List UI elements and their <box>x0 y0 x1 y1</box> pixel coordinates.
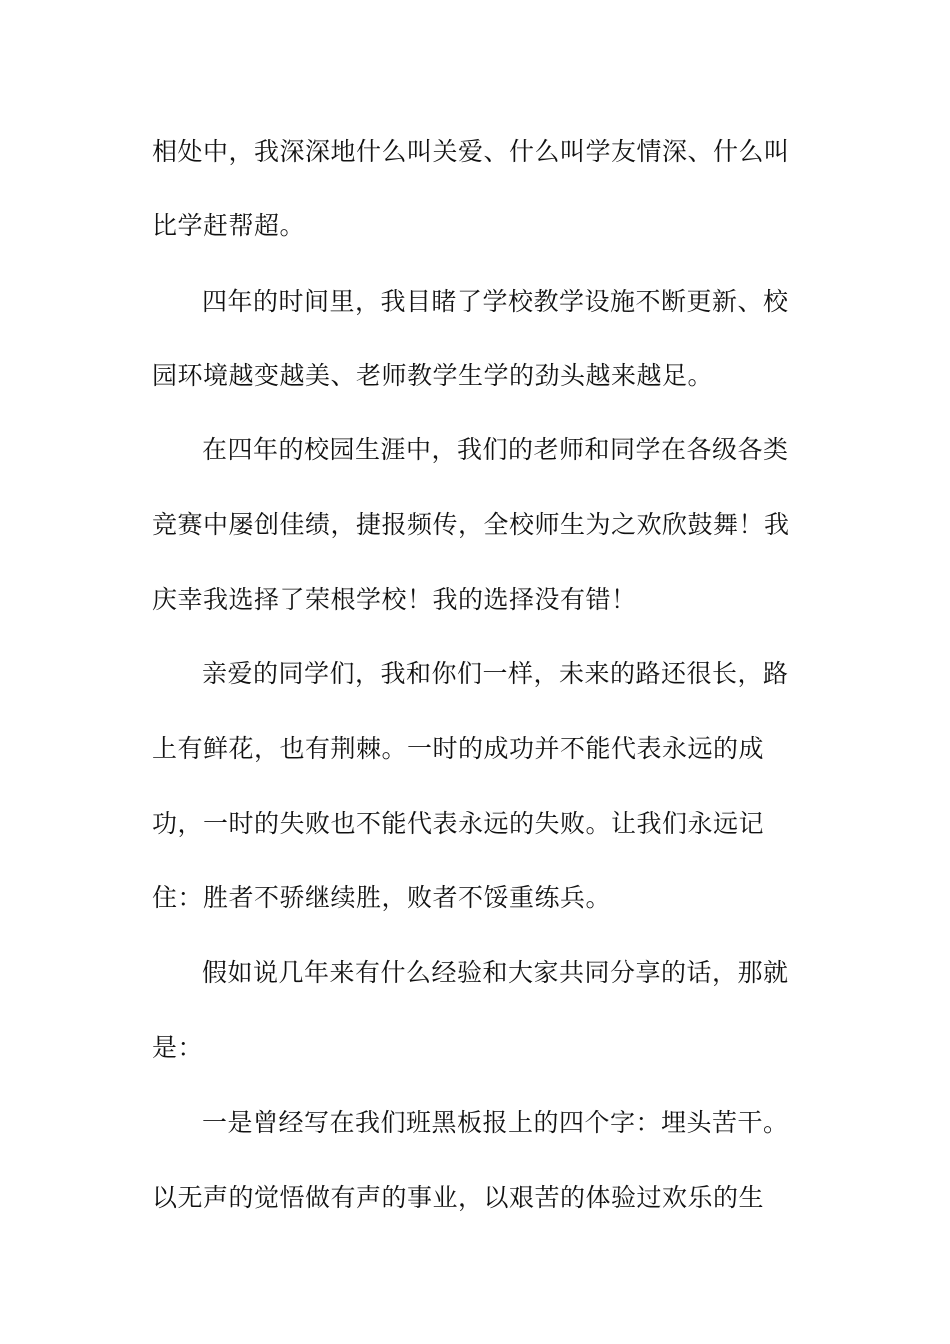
text-line: 比学赶帮超。 <box>152 211 306 240</box>
paragraph-first-line: 亲爱的同学们，我和你们一样，未来的路还很长，路 <box>202 659 789 688</box>
text-line: 庆幸我选择了荣根学校！我的选择没有错！ <box>152 585 637 614</box>
paragraph-first-line: 在四年的校园生涯中，我们的老师和同学在各级各类 <box>202 435 789 464</box>
text-line: 上有鲜花，也有荆棘。一时的成功并不能代表永远的成 <box>152 734 765 763</box>
text-line: 以无声的觉悟做有声的事业，以艰苦的体验过欢乐的生 <box>152 1183 765 1212</box>
text-line: 住：胜者不骄继续胜，败者不馁重练兵。 <box>152 883 612 912</box>
paragraph-first-line: 一是曾经写在我们班黑板报上的四个字：埋头苦干。 <box>202 1108 789 1137</box>
paragraph-first-line: 假如说几年来有什么经验和大家共同分享的话，那就 <box>202 958 789 987</box>
text-line: 功，一时的失败也不能代表永远的失败。让我们永远记 <box>152 809 765 838</box>
text-line: 相处中，我深深地什么叫关爱、什么叫学友情深、什么叫 <box>152 137 790 166</box>
text-line: 园环境越变越美、老师教学生学的劲头越来越足。 <box>152 361 714 390</box>
text-line: 竞赛中屡创佳绩，捷报频传，全校师生为之欢欣鼓舞！我 <box>152 510 790 539</box>
paragraph-first-line: 四年的时间里，我目睹了学校教学设施不断更新、校 <box>202 287 789 316</box>
text-line: 是： <box>152 1033 204 1062</box>
